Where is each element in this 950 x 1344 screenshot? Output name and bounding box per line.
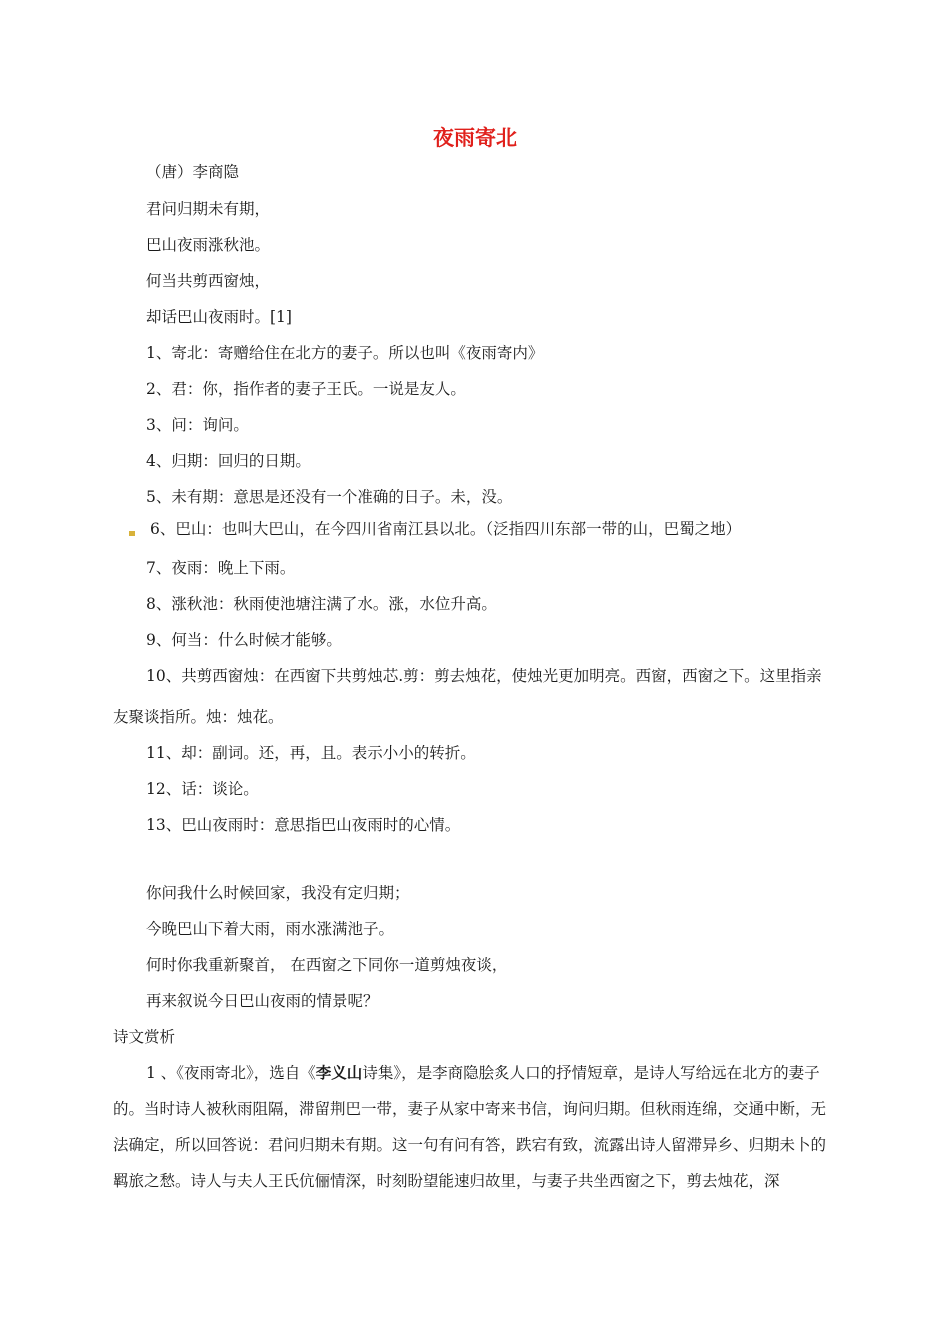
poem-line: 巴山夜雨涨秋池。 xyxy=(146,236,271,254)
note-line: 10、共剪西窗烛：在西窗下共剪烛芯.剪：剪去烛花，使烛光更加明亮。西窗，西窗之下。这里指亲 xyxy=(146,667,822,685)
poem-line: 何当共剪西窗烛， xyxy=(146,272,271,290)
author-line: （唐）李商隐 xyxy=(146,163,240,181)
note-line: 7、夜雨：晚上下雨。 xyxy=(146,559,296,577)
note-line: 4、归期：回归的日期。 xyxy=(146,452,311,470)
poem-line: 君问归期未有期， xyxy=(146,200,271,218)
note-line: 3、问：询问。 xyxy=(146,416,249,434)
note-line: 1、寄北：寄赠给住在北方的妻子。所以也叫《夜雨寄内》 xyxy=(146,344,544,362)
analysis-paragraph xyxy=(113,1055,839,1199)
translation-line: 何时你我重新聚首， 在西窗之下同你一道剪烛夜谈， xyxy=(146,956,508,974)
translation-line: 你问我什么时候回家，我没有定归期； xyxy=(146,884,410,902)
note-line: 2、君：你，指作者的妻子王氏。一说是友人。 xyxy=(146,380,466,398)
note-line: 友聚谈指所。烛：烛花。 xyxy=(113,708,284,726)
note-line: 8、涨秋池：秋雨使池塘注满了水。涨，水位升高。 xyxy=(146,595,497,613)
translation-line: 今晚巴山下着大雨，雨水涨满池子。 xyxy=(146,920,395,938)
translation-line: 再来叙说今日巴山夜雨的情景呢？ xyxy=(146,992,379,1010)
poem-line: 却话巴山夜雨时。[1] xyxy=(146,308,292,326)
analysis-heading: 诗文赏析 xyxy=(113,1028,176,1046)
note-line: 6、巴山：也叫大巴山，在今四川省南江县以北。（泛指四川东部一带的山，巴蜀之地） xyxy=(150,520,742,538)
note-line: 12、话：谈论。 xyxy=(146,780,259,798)
note-line: 11、却：副词。还，再，且。表示小小的转折。 xyxy=(146,744,476,762)
analysis-text: 诗集》，是李商隐脍炙人口的抒情短章，是诗人写给远在北方的妻子的。当时诗人被秋雨阻隔，滞留荆巴一带，妻子从家中寄来书信，询问归期。但秋雨连绵，交通中断，无法确定，所以回答说：君问归期未有期。这一句有问有答，跌宕有致，流露出诗人留滞异乡、归期未卜的羁旅之愁。诗人与夫人王氏伉俪情深，时刻盼望能速归故里，与妻子共坐西窗之下，剪去烛花，深 xyxy=(113,1064,827,1190)
note-line: 9、何当：什么时候才能够。 xyxy=(146,631,342,649)
yellow-marker-icon xyxy=(129,531,135,536)
analysis-text: 1 、《夜雨寄北》，选自《 xyxy=(146,1064,316,1082)
analysis-bold-name: 李义山 xyxy=(315,1064,363,1082)
page-title: 夜雨寄北 xyxy=(433,126,517,150)
note-line: 5、未有期：意思是还没有一个准确的日子。未，没。 xyxy=(146,488,513,506)
note-line: 13、巴山夜雨时：意思指巴山夜雨时的心情。 xyxy=(146,816,461,834)
